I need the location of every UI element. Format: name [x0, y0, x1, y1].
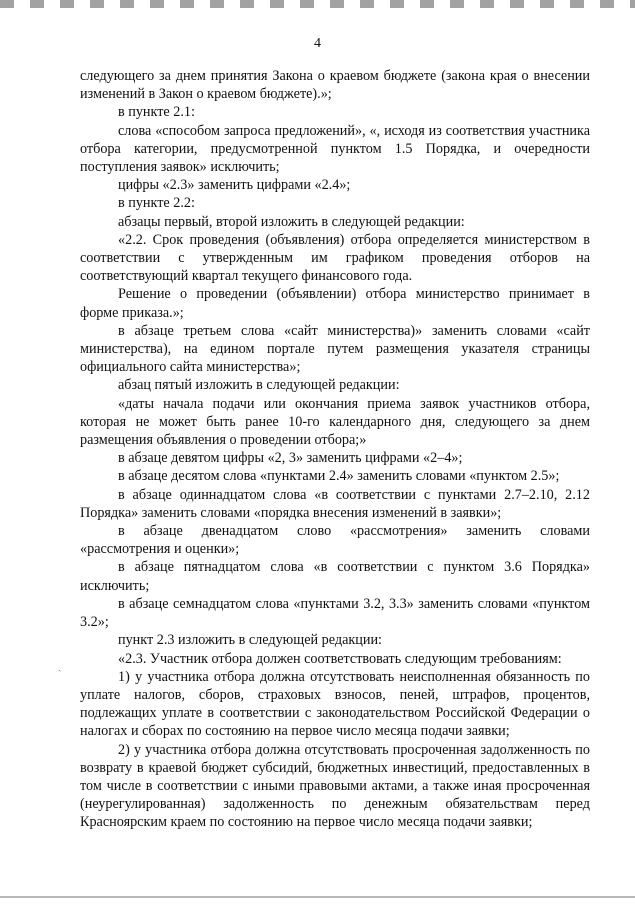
scan-edge-top: [0, 0, 635, 8]
paragraph: в абзаце одиннадцатом слова «в соответствии с пунктами 2.7–2.10, 2.12 Порядка» заменить словами «порядка внесения изменений в заявки»;: [80, 486, 590, 521]
paragraph: 1) у участника отбора должна отсутствовать неисполненная обязанность по уплате налогов, сборов, страховых взносов, пеней, штрафов, процентов, подлежащих уплате в соответствии с законодательством Российской Федерации о налогах и сборах по состоянию на первое число месяца подачи заявки;: [80, 668, 590, 740]
paragraph: следующего за днем принятия Закона о краевом бюджете (закона края о внесении изменений в Закон о краевом бюджете).»;: [80, 68, 590, 103]
paragraph: цифры «2.3» заменить цифрами «2.4»;: [118, 177, 351, 194]
paragraph: в абзаце пятнадцатом слова «в соответствии с пунктом 3.6 Порядка» исключить;: [80, 559, 590, 594]
paragraph: в абзаце третьем слова «сайт министерства)» заменить словами «сайт министерства), на едином портале путем размещения указателя страницы официального сайта министерства»;: [80, 322, 590, 376]
paragraph: абзацы первый, второй изложить в следующей редакции:: [118, 213, 465, 230]
paragraph: Решение о проведении (объявлении) отбора министерство принимает в форме приказа.»;: [80, 286, 590, 321]
paragraph: в пункте 2.2:: [118, 195, 195, 212]
paragraph: в абзаце десятом слова «пунктами 2.4» заменить словами «пунктом 2.5»;: [118, 468, 560, 485]
document-body: [80, 67, 590, 832]
paragraph: абзац пятый изложить в следующей редакции:: [118, 377, 400, 394]
paragraph: в пункте 2.1:: [118, 104, 195, 121]
scan-edge-bottom: [0, 896, 635, 898]
page-number: 4: [314, 36, 321, 51]
paragraph: пункт 2.3 изложить в следующей редакции:: [118, 632, 382, 649]
paragraph: «2.3. Участник отбора должен соответствовать следующим требованиям:: [118, 650, 562, 667]
paragraph: в абзаце девятом цифры «2, 3» заменить цифрами «2–4»;: [118, 450, 463, 467]
paragraph: слова «способом запроса предложений», «, исходя из соответствия участника отбора категории, предусмотренной пунктом 1.5 Порядка, и очередности поступления заявок» исключить;: [80, 122, 590, 176]
paragraph: «2.2. Срок проведения (объявления) отбора определяется министерством в соответствии с утвержденным им графиком проведения отборов на соответствующий квартал текущего финансового года.: [80, 231, 590, 285]
paragraph: в абзаце семнадцатом слова «пунктами 3.2, 3.3» заменить словами «пунктом 3.2»;: [80, 595, 590, 631]
paragraph: 2) у участника отбора должна отсутствовать просроченная задолженность по возврату в краевой бюджет субсидий, бюджетных инвестиций, предоставленных в том числе в соответствии с иными правовыми актами, а также иная просроченная (неурегулированная) задолженность по денежным обязательствам перед Красноярским краем по состоянию на первое число месяца подачи заявки;: [80, 741, 590, 831]
paragraph: в абзаце двенадцатом слово «рассмотрения» заменить словами «рассмотрения и оценки»;: [80, 523, 590, 558]
margin-mark: ˏ: [58, 661, 62, 672]
paragraph: «даты начала подачи или окончания приема заявок участников отбора, которая не может быть ранее 10-го календарного дня, следующего за днем размещения объявления о проведении отбора;»: [80, 395, 590, 449]
